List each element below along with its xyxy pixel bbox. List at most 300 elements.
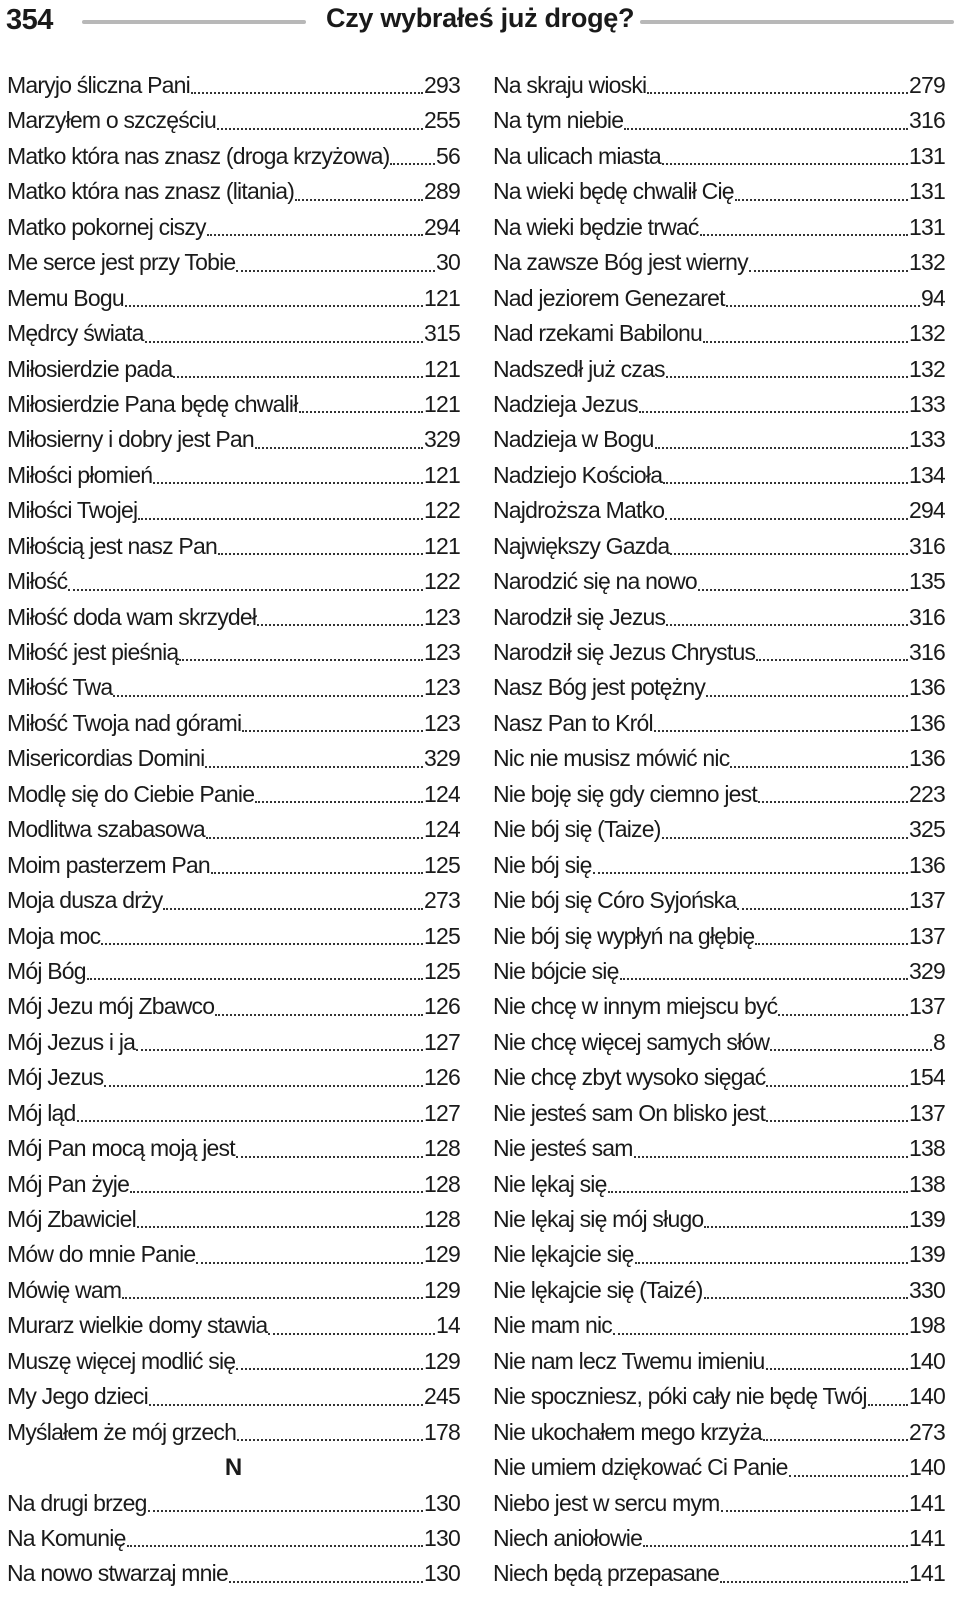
entry-title: Matko która nas znasz (droga krzyżowa) [7, 142, 390, 169]
entry-title: Mów do mnie Panie [7, 1241, 196, 1268]
entry-page-number: 8 [933, 1028, 945, 1055]
index-entry [7, 812, 460, 847]
index-entry [493, 458, 945, 493]
entry-title: Nadzieja w Bogu [493, 426, 654, 453]
index-entry [493, 174, 945, 209]
entry-title: Na Komunię [7, 1524, 126, 1551]
index-entry [493, 1131, 945, 1166]
entry-page-number: 293 [424, 72, 460, 98]
dot-leader [236, 1368, 423, 1370]
index-entry [7, 989, 460, 1024]
dot-leader [191, 92, 423, 94]
index-entry [493, 1237, 945, 1272]
entry-page-number: 121 [424, 390, 460, 417]
entry-page-number: 126 [424, 1064, 460, 1091]
dot-leader [663, 482, 908, 484]
index-entry [7, 1486, 460, 1521]
entry-page-number: 141 [909, 1524, 945, 1551]
entry-title: Misericordias Domini [7, 745, 205, 772]
entry-page-number: 122 [424, 497, 460, 524]
entry-page-number: 141 [909, 1560, 945, 1587]
index-column-right [493, 68, 945, 1592]
index-entry [7, 635, 460, 670]
entry-page-number: 273 [909, 1418, 945, 1445]
dot-leader [257, 624, 423, 626]
index-entry [493, 1486, 945, 1521]
dot-leader [137, 1226, 423, 1228]
index-entry [7, 210, 460, 245]
entry-page-number: 134 [909, 461, 945, 488]
dot-leader [215, 1014, 423, 1016]
entry-page-number: 126 [424, 993, 460, 1020]
entry-title: Miłością jest nasz Pan [7, 532, 217, 559]
index-entry [493, 1308, 945, 1343]
entry-title: Modlitwa szabasowa [7, 816, 205, 843]
entry-page-number: 316 [909, 639, 945, 665]
dot-leader [654, 730, 908, 732]
entry-title: Na skraju wioski [493, 72, 647, 98]
entry-title: Na nowo stwarzaj mnie [7, 1560, 228, 1587]
entry-title: My Jego dzieci [7, 1383, 148, 1410]
entry-page-number: 124 [424, 780, 460, 807]
dot-leader [211, 872, 423, 874]
entry-page-number: 132 [909, 320, 945, 347]
entry-page-number: 329 [424, 745, 460, 772]
entry-page-number: 316 [909, 532, 945, 559]
index-entry [7, 281, 460, 316]
entry-title: Nie chcę więcej samych słów [493, 1028, 770, 1055]
entry-title: Mędrcy świata [7, 320, 144, 347]
dot-leader [639, 411, 908, 413]
index-entry [7, 1060, 460, 1095]
entry-title: Mój Pan mocą moją jest [7, 1135, 235, 1162]
entry-title: Nie umiem dziękować Ci Panie [493, 1454, 788, 1481]
index-entry [7, 352, 460, 387]
dot-leader [766, 1368, 909, 1370]
index-entry [7, 316, 460, 351]
entry-title: Marzyłem o szczęściu [7, 107, 216, 134]
dot-leader [766, 1120, 908, 1122]
entry-title: Moim pasterzem Pan [7, 851, 210, 878]
entry-page-number: 94 [921, 284, 945, 311]
dot-leader [770, 1049, 932, 1051]
entry-page-number: 125 [424, 922, 460, 949]
index-entry [493, 989, 945, 1024]
index-entry [493, 812, 945, 847]
entry-title: Nie lękaj się [493, 1170, 607, 1197]
entry-page-number: 136 [909, 745, 945, 772]
index-entry [7, 1237, 460, 1272]
entry-title: Nie spoczniesz, póki cały nie będę Twój [493, 1383, 867, 1410]
dot-leader [113, 695, 423, 697]
entry-page-number: 127 [424, 1099, 460, 1126]
index-entry [493, 1096, 945, 1131]
index-entry [493, 1521, 945, 1556]
entry-page-number: 136 [909, 709, 945, 736]
entry-page-number: 133 [909, 390, 945, 417]
dot-leader [145, 341, 423, 343]
entry-title: Miłość Twa [7, 674, 113, 701]
dot-leader [153, 482, 423, 484]
entry-page-number: 129 [424, 1347, 460, 1374]
entry-page-number: 128 [424, 1170, 460, 1197]
page-number: 354 [6, 4, 53, 36]
index-entry [493, 352, 945, 387]
dot-leader [730, 766, 908, 768]
index-entry [493, 1202, 945, 1237]
dot-leader [726, 305, 920, 307]
index-entry [7, 564, 460, 599]
entry-title: Narodzić się na nowo [493, 568, 697, 595]
dot-leader [868, 1404, 908, 1406]
dot-leader [207, 234, 423, 236]
dot-leader [255, 801, 423, 803]
index-entry [7, 670, 460, 705]
index-entry [493, 103, 945, 138]
entry-title: Mówię wam [7, 1276, 122, 1303]
entry-page-number: 132 [909, 249, 945, 276]
index-entry [7, 103, 460, 138]
dot-leader [608, 1191, 908, 1193]
entry-title: Memu Bogu [7, 284, 124, 311]
entry-page-number: 56 [436, 142, 460, 169]
entry-title: Nie ukochałem mego krzyża [493, 1418, 762, 1445]
header-rule-left [82, 20, 306, 24]
index-entry [493, 706, 945, 741]
dot-leader [720, 1581, 908, 1583]
entry-title: Mój ląd [7, 1099, 76, 1126]
entry-title: Muszę więcej modlić się [7, 1347, 236, 1374]
entry-title: Miłości płomień [7, 461, 153, 488]
entry-page-number: 137 [909, 993, 945, 1020]
entry-page-number: 316 [909, 603, 945, 630]
header-rule-right [640, 20, 954, 24]
entry-title: Nie boję się gdy ciemno jest [493, 780, 757, 807]
entry-page-number: 289 [424, 178, 460, 205]
entry-title: Nie lękajcie się (Taizé) [493, 1276, 703, 1303]
entry-title: Niech będą przepasane [493, 1560, 720, 1587]
entry-title: Nadzieja Jezus [493, 390, 638, 417]
index-entry [7, 458, 460, 493]
entry-title: Nasz Pan to Król [493, 709, 653, 736]
index-entry [7, 919, 460, 954]
index-entry [7, 848, 460, 883]
index-entry [7, 600, 460, 635]
index-entry [7, 1415, 460, 1450]
dot-leader [703, 341, 908, 343]
dot-leader [662, 163, 908, 165]
dot-leader [217, 128, 423, 130]
index-entry [7, 68, 460, 103]
dot-leader [758, 801, 908, 803]
entry-page-number: 154 [909, 1064, 945, 1091]
entry-page-number: 329 [424, 426, 460, 453]
entry-title: Murarz wielkie domy stawia [7, 1312, 268, 1339]
entry-page-number: 129 [424, 1241, 460, 1268]
entry-title: Mój Jezus i ja [7, 1028, 136, 1055]
entry-title: Największy Gazda [493, 532, 670, 559]
entry-page-number: 245 [424, 1383, 460, 1410]
index-entry [7, 245, 460, 280]
entry-title: Nie chcę w innym miejscu być [493, 993, 778, 1020]
entry-page-number: 123 [424, 639, 460, 665]
index-entry [493, 600, 945, 635]
dot-leader [130, 1191, 423, 1193]
dot-leader [635, 1262, 908, 1264]
dot-leader [700, 234, 908, 236]
entry-page-number: 131 [909, 213, 945, 240]
index-entry [493, 1415, 945, 1450]
index-entry [7, 954, 460, 989]
entry-title: Na zawsze Bóg jest wierny [493, 249, 748, 276]
entry-title: Na drugi brzeg [7, 1489, 147, 1516]
index-entry [493, 316, 945, 351]
dot-leader [665, 518, 908, 520]
index-entry [493, 529, 945, 564]
entry-page-number: 14 [436, 1312, 460, 1339]
entry-title: Myślałem że mój grzech [7, 1418, 237, 1445]
entry-title: Nie jesteś sam [493, 1135, 633, 1162]
entry-title: Nad jeziorem Genezaret [493, 284, 725, 311]
dot-leader [196, 1262, 423, 1264]
dot-leader [620, 978, 908, 980]
entry-page-number: 140 [909, 1347, 945, 1374]
dot-leader [104, 1085, 423, 1087]
index-entry [493, 1167, 945, 1202]
dot-leader [624, 128, 908, 130]
index-entry [7, 741, 460, 776]
dot-leader [666, 376, 908, 378]
dot-leader [136, 1049, 423, 1051]
index-column-left [7, 68, 460, 1592]
entry-page-number: 139 [909, 1241, 945, 1268]
index-entry [493, 777, 945, 812]
dot-leader [789, 1475, 908, 1477]
dot-leader [236, 270, 435, 272]
dot-leader [122, 1297, 423, 1299]
index-entry [493, 1060, 945, 1095]
index-entry [7, 1025, 460, 1060]
entry-title: Mój Bóg [7, 957, 86, 984]
index-entry [493, 1344, 945, 1379]
entry-page-number: 138 [909, 1135, 945, 1162]
dot-leader [125, 305, 423, 307]
index-entry [493, 954, 945, 989]
entry-page-number: 139 [909, 1206, 945, 1232]
dot-leader [704, 1226, 908, 1228]
entry-page-number: 135 [909, 568, 945, 595]
index-entry [493, 493, 945, 528]
entry-page-number: 130 [424, 1560, 460, 1587]
index-entry [7, 529, 460, 564]
entry-page-number: 294 [909, 497, 945, 524]
entry-title: Matko która nas znasz (litania) [7, 178, 295, 205]
dot-leader [634, 1156, 908, 1158]
entry-title: Nie lękaj się mój sługo [493, 1206, 704, 1232]
entry-title: Nie nam lecz Twemu imieniu [493, 1347, 765, 1374]
entry-page-number: 129 [424, 1276, 460, 1303]
dot-leader [755, 943, 908, 945]
entry-title: Miłosierdzie pada [7, 355, 173, 382]
dot-leader [218, 553, 423, 555]
index-entry [7, 883, 460, 918]
index-entry [7, 1521, 460, 1556]
entry-page-number: 121 [424, 284, 460, 311]
entry-title: Mój Jezu mój Zbawco [7, 993, 215, 1020]
dot-leader [127, 1545, 423, 1547]
entry-page-number: 133 [909, 426, 945, 453]
entry-page-number: 316 [909, 107, 945, 134]
entry-page-number: 198 [909, 1312, 945, 1339]
index-entry [493, 1025, 945, 1060]
index-entry [493, 422, 945, 457]
dot-leader [749, 270, 908, 272]
index-entry [493, 919, 945, 954]
entry-title: Na wieki będzie trwać [493, 213, 699, 240]
dot-leader [148, 1510, 423, 1512]
dot-leader [242, 730, 423, 732]
index-entry [7, 1273, 460, 1308]
entry-title: Na wieki będę chwalił Cię [493, 178, 734, 205]
entry-title: Niech aniołowie [493, 1524, 643, 1551]
section-letter: N [224, 1454, 243, 1482]
entry-title: Miłosierny i dobry jest Pan [7, 426, 254, 453]
index-entry [493, 848, 945, 883]
dot-leader [698, 589, 908, 591]
dot-leader [670, 553, 908, 555]
dot-leader [299, 411, 424, 413]
index-entry [7, 777, 460, 812]
entry-title: Moja dusza drży [7, 887, 163, 914]
dot-leader [756, 659, 908, 661]
entry-page-number: 273 [424, 887, 460, 914]
dot-leader [68, 589, 423, 591]
page-header [0, 0, 960, 44]
entry-page-number: 123 [424, 674, 460, 701]
index-entry [7, 493, 460, 528]
dot-leader [390, 163, 435, 165]
entry-title: Nie bój się wypłyń na głębię [493, 922, 755, 949]
index-entry [493, 281, 945, 316]
dot-leader [655, 447, 908, 449]
entry-page-number: 279 [909, 72, 945, 98]
dot-leader [205, 766, 423, 768]
index-entry [493, 1450, 945, 1485]
entry-page-number: 136 [909, 851, 945, 878]
dot-leader [229, 1581, 423, 1583]
dot-leader [763, 1439, 908, 1441]
index-entry [7, 1202, 460, 1237]
dot-leader [236, 1156, 423, 1158]
index-entry [7, 387, 460, 422]
entry-page-number: 178 [424, 1418, 460, 1445]
dot-leader [206, 837, 423, 839]
index-entry [7, 1344, 460, 1379]
index-entry [493, 1556, 945, 1591]
dot-leader [255, 447, 423, 449]
entry-page-number: 125 [424, 957, 460, 984]
dot-leader [295, 199, 423, 201]
entry-title: Miłosierdzie Pana będę chwalił [7, 390, 298, 417]
entry-title: Miłość Twoja nad górami [7, 709, 242, 736]
dot-leader [704, 1297, 908, 1299]
dot-leader [173, 376, 423, 378]
entry-title: Na tym niebie [493, 107, 624, 134]
entry-page-number: 255 [424, 107, 460, 134]
entry-page-number: 130 [424, 1489, 460, 1516]
entry-page-number: 127 [424, 1028, 460, 1055]
entry-title: Miłość jest pieśnią [7, 639, 179, 665]
entry-page-number: 330 [909, 1276, 945, 1303]
entry-page-number: 138 [909, 1170, 945, 1197]
entry-page-number: 137 [909, 1099, 945, 1126]
dot-leader [735, 199, 908, 201]
entry-page-number: 130 [424, 1524, 460, 1551]
index-entry [493, 741, 945, 776]
entry-page-number: 315 [424, 320, 460, 347]
dot-leader [237, 1439, 423, 1441]
entry-page-number: 123 [424, 603, 460, 630]
entry-title: Nasz Bóg jest potężny [493, 674, 706, 701]
dot-leader [643, 1545, 908, 1547]
entry-page-number: 30 [436, 249, 460, 276]
entry-title: Nadziejo Kościoła [493, 461, 663, 488]
index-entry [7, 1379, 460, 1414]
entry-title: Nie mam nic [493, 1312, 613, 1339]
entry-title: Najdroższa Matko [493, 497, 665, 524]
entry-page-number: 325 [909, 816, 945, 843]
entry-title: Modlę się do Ciebie Panie [7, 780, 255, 807]
index-entry [7, 1308, 460, 1343]
entry-page-number: 122 [424, 568, 460, 595]
entry-page-number: 128 [424, 1135, 460, 1162]
entry-title: Nie lękajcie się [493, 1241, 634, 1268]
index-entry [7, 1096, 460, 1131]
entry-title: Nie bój się (Taize) [493, 816, 661, 843]
dot-leader [766, 1085, 908, 1087]
index-entry [493, 883, 945, 918]
dot-leader [268, 1333, 435, 1335]
entry-title: Nie jesteś sam On blisko jest [493, 1099, 766, 1126]
index-entry [7, 174, 460, 209]
dot-leader [179, 659, 423, 661]
index-entry [7, 422, 460, 457]
entry-title: Miłość doda wam skrzydeł [7, 603, 257, 630]
entry-title: Me serce jest przy Tobie [7, 249, 236, 276]
entry-title: Nie bój się [493, 851, 592, 878]
index-entry [7, 1131, 460, 1166]
dot-leader [77, 1120, 423, 1122]
entry-title: Nic nie musisz mówić nic [493, 745, 730, 772]
entry-title: Maryjo śliczna Pani [7, 72, 190, 98]
index-entry [7, 139, 460, 174]
entry-page-number: 128 [424, 1206, 460, 1232]
entry-title: Nie bój się Córo Syjońska [493, 887, 737, 914]
entry-page-number: 329 [909, 957, 945, 984]
dot-leader [662, 837, 908, 839]
dot-leader [593, 872, 908, 874]
entry-title: Mój Pan żyje [7, 1170, 130, 1197]
entry-title: Miłość [7, 568, 68, 595]
entry-title: Moja moc [7, 922, 101, 949]
dot-leader [778, 1014, 908, 1016]
index-entry [493, 1273, 945, 1308]
entry-title: Nad rzekami Babilonu [493, 320, 703, 347]
index-entry [493, 68, 945, 103]
dot-leader [647, 92, 908, 94]
index-entry [493, 245, 945, 280]
entry-title: Narodził się Jezus Chrystus [493, 639, 756, 665]
